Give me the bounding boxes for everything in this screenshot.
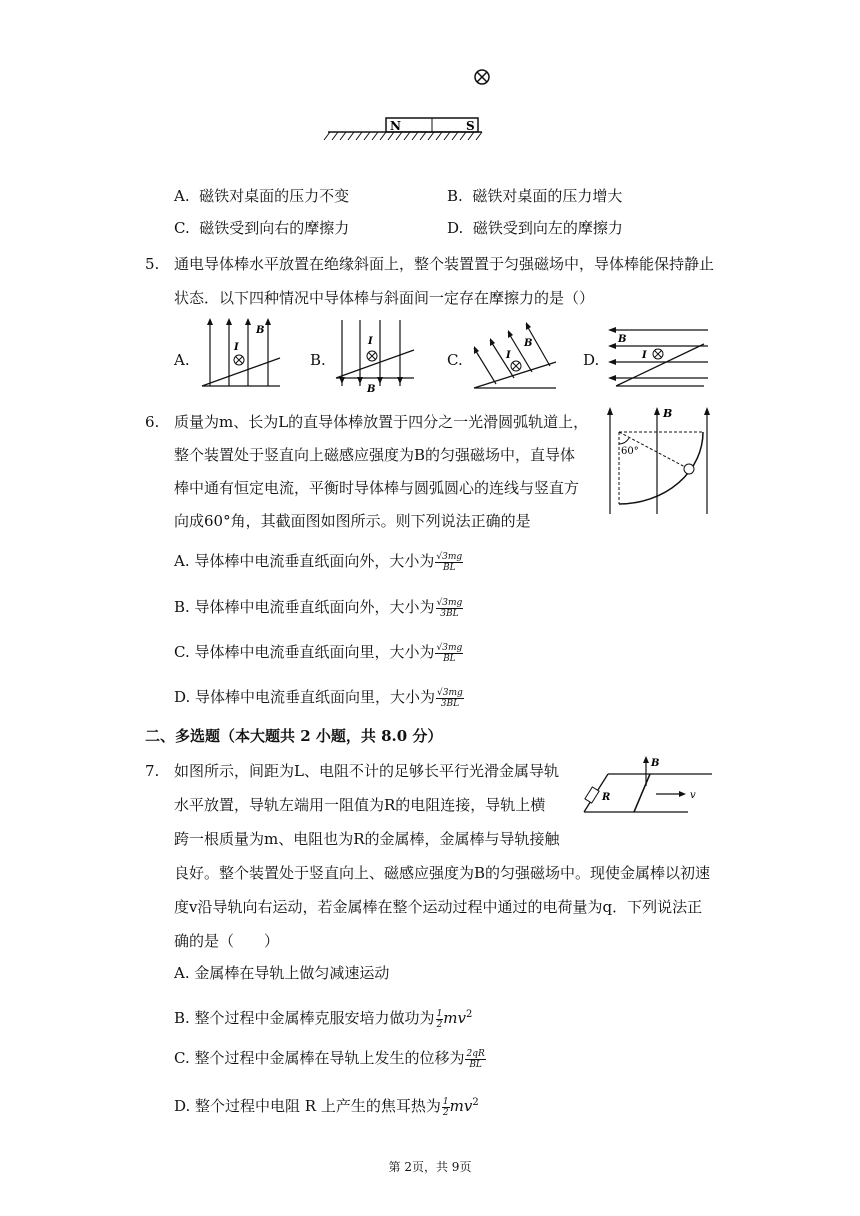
q7-field-label: B (651, 758, 660, 769)
q6-text-line4: 向成60°角，其截面图如图所示。则下列说法正确的是 (174, 512, 531, 530)
q5c-field-label: B (524, 338, 533, 349)
q7-option-a: A. 金属棒在导轨上做匀减速运动 (174, 964, 390, 982)
q5-figure-a (198, 316, 284, 390)
q4-option-d-label: D. (447, 219, 464, 237)
q5-figure-c (468, 318, 560, 392)
q6-conductor (684, 464, 694, 474)
q5-option-a-label: A. (174, 351, 190, 369)
q5a-current-label: I (234, 342, 239, 353)
q4-option-c (174, 217, 349, 239)
q4-option-c-label: C. (174, 219, 190, 237)
q5d-field-label: B (618, 334, 627, 345)
q5-text-line2: 状态．以下四种情况中导体棒与斜面间一定存在摩擦力的是（） (174, 289, 595, 307)
q6-option-c (174, 641, 463, 664)
q7-text-line6: 确的是（ ） (174, 932, 280, 950)
q7-option-d-tail: mv (449, 1097, 473, 1115)
q4-option-a-label: A. (174, 187, 190, 205)
q7-option-b-tail: mv (443, 1009, 466, 1027)
q7-text-line1: 如图所示，间距为L、电阻不计的足够长平行光滑金属导轨 (174, 762, 559, 780)
section-title: 二、多选题（本大题共 2 小题，共 8.0 分） (145, 727, 443, 745)
q6-option-c-formula: $\frac{√3mg}{BL}$ (436, 642, 463, 664)
page-footer: 第 2页，共 9页 (388, 1160, 472, 1174)
q6-text-line3: 棒中通有恒定电流，平衡时导体棒与圆弧圆心的连线与竖直方 (174, 479, 580, 497)
q5-option-d-label: D. (583, 351, 600, 369)
q6-angle-label: 60° (621, 446, 639, 457)
q6-text-line2: 整个装置处于竖直向上磁感应强度为B的匀强磁场中，直导体 (174, 446, 576, 464)
q6-option-b-formula: $\frac{√3mg}{3BL}$ (436, 597, 463, 619)
q7-option-b-fraction: $\frac{1}{2}$ (436, 1008, 443, 1030)
q5d-current-label: I (642, 350, 647, 361)
q4-option-d-text: 磁铁受到向左的摩擦力 (472, 219, 623, 237)
q7-option-b-text: B. 整个过程中金属棒克服安培力做功为 (174, 1009, 435, 1027)
q5c-current-label: I (506, 350, 511, 361)
q7-option-d-text: D. 整个过程中电阻 R 上产生的焦耳热为 (174, 1097, 441, 1115)
q7-text-line4: 良好。整个装置处于竖直向上、磁感应强度为B的匀强磁场中。现使金属棒以初速 (174, 864, 711, 882)
q4-option-b-label: B. (447, 187, 463, 205)
q6-text-line1: 质量为m、长为L的直导体棒放置于四分之一光滑圆弧轨道上， (174, 413, 589, 431)
q7-resistor (585, 787, 599, 803)
q5-option-b-label: B. (310, 351, 326, 369)
q7-option-d-exponent: 2 (472, 1097, 479, 1108)
q6-option-b-text: B. 导体棒中电流垂直纸面向外，大小为 (174, 598, 435, 616)
q7-option-c-formula: $\frac{2qR}{BL}$ (466, 1048, 485, 1070)
q7-velocity-label: v (690, 790, 696, 801)
q7-text-line5: 度v沿导轨向右运动，若金属棒在整个运动过程中通过的电荷量为q．下列说法正 (174, 898, 703, 916)
q6-option-a-formula: $\frac{√3mg}{BL}$ (436, 551, 463, 573)
q7-figure (578, 752, 714, 822)
q6-field-label: B (663, 407, 673, 420)
magnet-figure (320, 60, 490, 145)
q6-option-c-text: C. 导体棒中电流垂直纸面向里，大小为 (174, 643, 435, 661)
q7-option-b-exponent: 2 (466, 1009, 473, 1020)
q6-option-d-text: D. 导体棒中电流垂直纸面向里，大小为 (174, 688, 436, 706)
q4-option-a-text: 磁铁对桌面的压力不变 (199, 187, 350, 205)
q5-option-c-label: C. (447, 351, 463, 369)
q6-option-d (174, 686, 464, 709)
q5a-field-label: B (256, 325, 265, 336)
q5b-field-label: B (367, 384, 376, 394)
q6-option-d-formula: $\frac{√3mg}{3BL}$ (437, 687, 463, 709)
magnet-s-label: S (466, 119, 475, 133)
magnet-n-label: N (390, 119, 401, 133)
q4-option-a (174, 185, 349, 207)
q7-text-line3: 跨一根质量为m、电阻也为R的金属棒，金属棒与导轨接触 (174, 830, 560, 848)
q7-option-d (174, 1092, 479, 1118)
q4-option-b (447, 185, 622, 207)
q7-resistor-label: R (602, 792, 611, 803)
q7-option-d-fraction: $\frac{1}{2}$ (442, 1096, 449, 1118)
q5b-current-label: I (368, 336, 373, 347)
q5-figure-b (332, 316, 418, 394)
q7-option-b (174, 1004, 472, 1030)
q6-option-a-text: A. 导体棒中电流垂直纸面向外，大小为 (174, 552, 435, 570)
q6-option-b (174, 596, 463, 619)
q7-option-c (174, 1047, 486, 1070)
q6-figure (605, 404, 715, 516)
q6-option-a (174, 550, 463, 573)
q6-number: 6. (145, 413, 160, 431)
q5-text-line1: 通电导体棒水平放置在绝缘斜面上，整个装置置于匀强磁场中，导体棒能保持静止 (174, 255, 715, 273)
q4-option-c-text: 磁铁受到向右的摩擦力 (199, 219, 350, 237)
q4-option-d (447, 217, 623, 239)
q7-number: 7. (145, 762, 160, 780)
q4-option-b-text: 磁铁对桌面的压力增大 (472, 187, 623, 205)
q7-option-c-text: C. 整个过程中金属棒在导轨上发生的位移为 (174, 1049, 465, 1067)
q7-text-line2: 水平放置，导轨左端用一阻值为R的电阻连接，导轨上横 (174, 796, 546, 814)
q5-number: 5. (145, 255, 160, 273)
q5-figure-d (606, 322, 712, 390)
